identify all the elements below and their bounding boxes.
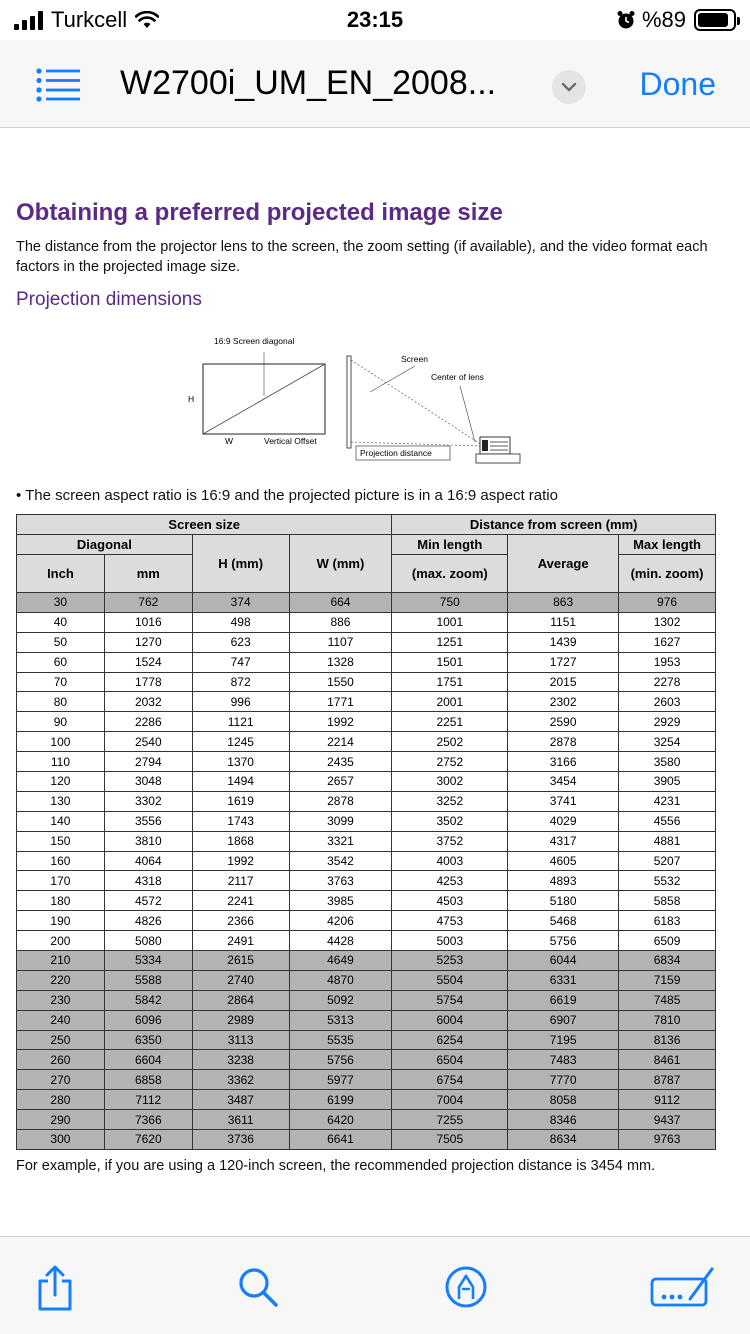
table-cell: 4318: [104, 871, 192, 891]
header-average: Average: [508, 535, 619, 593]
table-row: [17, 1030, 716, 1050]
table-row: [17, 593, 716, 613]
table-cell: 5977: [289, 1070, 392, 1090]
header-min-zoom: (min. zoom): [619, 555, 716, 593]
table-cell: 1619: [192, 791, 289, 811]
table-row: [17, 891, 716, 911]
table-row: [17, 811, 716, 831]
table-cell: 270: [17, 1070, 105, 1090]
table-cell: 3502: [392, 811, 508, 831]
table-row: [17, 672, 716, 692]
table-cell: 6619: [508, 990, 619, 1010]
header-mm: mm: [104, 555, 192, 593]
table-cell: 190: [17, 911, 105, 931]
table-cell: 6834: [619, 951, 716, 971]
table-cell: 3763: [289, 871, 392, 891]
table-cell: 7483: [508, 1050, 619, 1070]
table-cell: 4881: [619, 831, 716, 851]
table-row: [17, 931, 716, 951]
table-cell: 2657: [289, 772, 392, 792]
table-cell: 1328: [289, 652, 392, 672]
table-row: [17, 652, 716, 672]
table-cell: 3454: [508, 772, 619, 792]
header-screen-size: Screen size: [17, 515, 392, 535]
table-cell: 90: [17, 712, 105, 732]
table-cell: 210: [17, 951, 105, 971]
table-cell: 1016: [104, 612, 192, 632]
table-cell: 1270: [104, 632, 192, 652]
table-cell: 2752: [392, 752, 508, 772]
table-cell: 996: [192, 692, 289, 712]
table-cell: 6641: [289, 1130, 392, 1150]
table-cell: 250: [17, 1030, 105, 1050]
table-row: [17, 692, 716, 712]
header-min-length: Min length: [392, 535, 508, 555]
table-cell: 6604: [104, 1050, 192, 1070]
table-cell: 4029: [508, 811, 619, 831]
table-row: [17, 951, 716, 971]
table-row: [17, 1090, 716, 1110]
table-row: [17, 871, 716, 891]
table-cell: 4428: [289, 931, 392, 951]
table-cell: 374: [192, 593, 289, 613]
table-cell: 3238: [192, 1050, 289, 1070]
table-cell: 6183: [619, 911, 716, 931]
table-cell: 150: [17, 831, 105, 851]
table-cell: 1751: [392, 672, 508, 692]
table-cell: 5468: [508, 911, 619, 931]
table-cell: 3905: [619, 772, 716, 792]
header-max-length: Max length: [619, 535, 716, 555]
table-cell: 3736: [192, 1130, 289, 1150]
share-icon[interactable]: [34, 1265, 76, 1311]
table-cell: 4870: [289, 970, 392, 990]
table-cell: 9112: [619, 1090, 716, 1110]
table-cell: 2878: [289, 791, 392, 811]
table-cell: 4649: [289, 951, 392, 971]
table-cell: 70: [17, 672, 105, 692]
table-cell: 1251: [392, 632, 508, 652]
aspect-ratio-note: • The screen aspect ratio is 16:9 and the projected picture is in a 16:9 aspect ratio: [16, 487, 558, 504]
table-row: [17, 831, 716, 851]
table-cell: 976: [619, 593, 716, 613]
table-cell: 2740: [192, 970, 289, 990]
table-cell: 2435: [289, 752, 392, 772]
table-cell: 6504: [392, 1050, 508, 1070]
markup-icon[interactable]: [444, 1265, 488, 1309]
table-cell: 7112: [104, 1090, 192, 1110]
table-cell: 100: [17, 732, 105, 752]
table-cell: 6350: [104, 1030, 192, 1050]
table-cell: 1151: [508, 612, 619, 632]
table-cell: 180: [17, 891, 105, 911]
table-cell: 750: [392, 593, 508, 613]
table-cell: 160: [17, 851, 105, 871]
table-cell: 2502: [392, 732, 508, 752]
table-cell: 2032: [104, 692, 192, 712]
table-cell: 5092: [289, 990, 392, 1010]
table-cell: 170: [17, 871, 105, 891]
header-w-mm: W (mm): [289, 535, 392, 593]
table-cell: 80: [17, 692, 105, 712]
table-cell: 4206: [289, 911, 392, 931]
table-cell: 6331: [508, 970, 619, 990]
header-inch: Inch: [17, 555, 105, 593]
table-cell: 2302: [508, 692, 619, 712]
table-cell: 5588: [104, 970, 192, 990]
table-cell: 6420: [289, 1110, 392, 1130]
table-cell: 1771: [289, 692, 392, 712]
table-cell: 4503: [392, 891, 508, 911]
table-cell: 7810: [619, 1010, 716, 1030]
table-cell: 1778: [104, 672, 192, 692]
projection-table: [16, 514, 716, 1150]
table-cell: 6907: [508, 1010, 619, 1030]
table-cell: 1524: [104, 652, 192, 672]
table-cell: 1501: [392, 652, 508, 672]
table-cell: 2278: [619, 672, 716, 692]
table-cell: 3254: [619, 732, 716, 752]
table-cell: 300: [17, 1130, 105, 1150]
title-menu-button[interactable]: [552, 70, 586, 104]
table-cell: 3487: [192, 1090, 289, 1110]
intro-paragraph: The distance from the projector lens to the screen, the zoom setting (if available), and the video format each factors in the projected image size.: [16, 239, 708, 275]
status-bar: [0, 0, 750, 40]
table-cell: 3166: [508, 752, 619, 772]
table-cell: 3542: [289, 851, 392, 871]
table-cell: 5754: [392, 990, 508, 1010]
table-cell: 2286: [104, 712, 192, 732]
table-cell: 1302: [619, 612, 716, 632]
table-cell: 7159: [619, 970, 716, 990]
table-row: [17, 612, 716, 632]
table-cell: 4572: [104, 891, 192, 911]
list-icon[interactable]: [36, 68, 82, 102]
table-row: [17, 1050, 716, 1070]
table-cell: 4893: [508, 871, 619, 891]
diagram-center-label: Center of lens: [431, 372, 484, 382]
table-cell: 130: [17, 791, 105, 811]
table-row: [17, 772, 716, 792]
table-cell: 2366: [192, 911, 289, 931]
table-cell: 8346: [508, 1110, 619, 1130]
table-cell: 4556: [619, 811, 716, 831]
diagram-offset-label: Vertical Offset: [264, 436, 317, 446]
table-cell: 3611: [192, 1110, 289, 1130]
section-heading: Obtaining a preferred projected image size: [16, 199, 503, 226]
header-h-mm: H (mm): [192, 535, 289, 593]
table-cell: 3252: [392, 791, 508, 811]
table-cell: 7770: [508, 1070, 619, 1090]
table-row: [17, 851, 716, 871]
table-row: [17, 1070, 716, 1090]
table-cell: 2241: [192, 891, 289, 911]
table-cell: 8058: [508, 1090, 619, 1110]
table-cell: 5180: [508, 891, 619, 911]
table-cell: 5756: [508, 931, 619, 951]
table-cell: 40: [17, 612, 105, 632]
table-cell: 5207: [619, 851, 716, 871]
table-cell: 5756: [289, 1050, 392, 1070]
table-cell: 2615: [192, 951, 289, 971]
table-cell: 230: [17, 990, 105, 1010]
table-cell: 280: [17, 1090, 105, 1110]
table-cell: 200: [17, 931, 105, 951]
table-cell: 1001: [392, 612, 508, 632]
search-icon[interactable]: [236, 1265, 280, 1309]
table-cell: 9437: [619, 1110, 716, 1130]
table-cell: 260: [17, 1050, 105, 1070]
table-cell: 6509: [619, 931, 716, 951]
table-row: [17, 1130, 716, 1150]
table-cell: 6754: [392, 1070, 508, 1090]
table-cell: 1245: [192, 732, 289, 752]
table-cell: 6004: [392, 1010, 508, 1030]
table-cell: 762: [104, 593, 192, 613]
table-cell: 872: [192, 672, 289, 692]
table-cell: 3752: [392, 831, 508, 851]
subsection-heading: Projection dimensions: [16, 289, 202, 310]
table-cell: 1121: [192, 712, 289, 732]
diagram-diag-label: 16:9 Screen diagonal: [214, 336, 295, 346]
table-body: [17, 593, 716, 1150]
table-row: [17, 791, 716, 811]
table-cell: 3002: [392, 772, 508, 792]
table-cell: 3810: [104, 831, 192, 851]
table-cell: 1743: [192, 811, 289, 831]
table-cell: 7366: [104, 1110, 192, 1130]
status-right: [616, 7, 736, 33]
diagram-screen-label: Screen: [401, 354, 428, 364]
table-cell: 7485: [619, 990, 716, 1010]
table-cell: 7620: [104, 1130, 192, 1150]
document-page: [0, 129, 750, 1236]
table-cell: 8461: [619, 1050, 716, 1070]
table-cell: 2989: [192, 1010, 289, 1030]
table-cell: 3741: [508, 791, 619, 811]
table-cell: 2590: [508, 712, 619, 732]
table-cell: 3556: [104, 811, 192, 831]
table-row: [17, 990, 716, 1010]
header-distance: Distance from screen (mm): [392, 515, 716, 535]
table-cell: 5313: [289, 1010, 392, 1030]
table-cell: 5003: [392, 931, 508, 951]
table-cell: 60: [17, 652, 105, 672]
table-cell: 1494: [192, 772, 289, 792]
bottom-toolbar: [0, 1236, 750, 1334]
table-cell: 4317: [508, 831, 619, 851]
table-cell: 5858: [619, 891, 716, 911]
table-cell: 4826: [104, 911, 192, 931]
table-cell: 1992: [192, 851, 289, 871]
table-cell: 863: [508, 593, 619, 613]
table-cell: 3321: [289, 831, 392, 851]
header-max-zoom: (max. zoom): [392, 555, 508, 593]
table-row: [17, 970, 716, 990]
table-cell: 2540: [104, 732, 192, 752]
table-row: [17, 911, 716, 931]
example-note: For example, if you are using a 120-inch screen, the recommended projection distance is 3454 mm.: [16, 1158, 656, 1174]
table-cell: 2001: [392, 692, 508, 712]
table-cell: 7505: [392, 1130, 508, 1150]
table-cell: 5334: [104, 951, 192, 971]
table-cell: 240: [17, 1010, 105, 1030]
table-cell: 6199: [289, 1090, 392, 1110]
table-row: [17, 752, 716, 772]
table-cell: 1953: [619, 652, 716, 672]
table-cell: 2864: [192, 990, 289, 1010]
chevron-down-icon: [561, 82, 577, 92]
table-cell: 5504: [392, 970, 508, 990]
table-cell: 3099: [289, 811, 392, 831]
table-row: [17, 712, 716, 732]
battery-icon: [694, 9, 736, 31]
table-cell: 6858: [104, 1070, 192, 1090]
table-cell: 220: [17, 970, 105, 990]
table-cell: 2117: [192, 871, 289, 891]
table-cell: 110: [17, 752, 105, 772]
table-cell: 1868: [192, 831, 289, 851]
projection-diagram: [170, 334, 540, 474]
status-time: 23:15: [346, 7, 404, 32]
table-cell: 4753: [392, 911, 508, 931]
table-cell: 623: [192, 632, 289, 652]
table-cell: 7255: [392, 1110, 508, 1130]
table-cell: 4231: [619, 791, 716, 811]
table-cell: 6044: [508, 951, 619, 971]
table-cell: 1439: [508, 632, 619, 652]
table-cell: 2015: [508, 672, 619, 692]
table-cell: 1550: [289, 672, 392, 692]
table-cell: 664: [289, 593, 392, 613]
table-cell: 3302: [104, 791, 192, 811]
table-cell: 8787: [619, 1070, 716, 1090]
table-cell: 4605: [508, 851, 619, 871]
table-cell: 5253: [392, 951, 508, 971]
table-cell: 1992: [289, 712, 392, 732]
table-cell: 3580: [619, 752, 716, 772]
table-cell: 8634: [508, 1130, 619, 1150]
table-cell: 2491: [192, 931, 289, 951]
table-cell: 3113: [192, 1030, 289, 1050]
table-cell: 2251: [392, 712, 508, 732]
table-row: [17, 732, 716, 752]
table-cell: 6254: [392, 1030, 508, 1050]
document-title[interactable]: W2700i_UM_EN_2008...: [120, 64, 497, 102]
table-cell: 9763: [619, 1130, 716, 1150]
alarm-icon: [616, 10, 636, 30]
table-cell: 4003: [392, 851, 508, 871]
table-cell: 2603: [619, 692, 716, 712]
table-row: [17, 1110, 716, 1130]
table-cell: 747: [192, 652, 289, 672]
battery-percent: %89: [641, 7, 686, 32]
carrier-label: Turkcell: [51, 7, 128, 32]
table-cell: 3048: [104, 772, 192, 792]
table-cell: 5535: [289, 1030, 392, 1050]
nav-bar: [0, 40, 750, 128]
table-cell: 2214: [289, 732, 392, 752]
table-cell: 7195: [508, 1030, 619, 1050]
table-cell: 3985: [289, 891, 392, 911]
diagram-h-label: H: [188, 394, 195, 404]
table-cell: 1107: [289, 632, 392, 652]
table-cell: 140: [17, 811, 105, 831]
table-cell: 886: [289, 612, 392, 632]
table-row: [17, 1010, 716, 1030]
table-cell: 1727: [508, 652, 619, 672]
table-cell: 50: [17, 632, 105, 652]
diagram-distance-label: Projection distance: [360, 448, 432, 458]
table-cell: 2794: [104, 752, 192, 772]
done-button[interactable]: Done: [639, 66, 716, 102]
table-cell: 2878: [508, 732, 619, 752]
table-cell: 4064: [104, 851, 192, 871]
table-cell: 3362: [192, 1070, 289, 1090]
table-cell: 8136: [619, 1030, 716, 1050]
table-cell: 5842: [104, 990, 192, 1010]
signature-icon[interactable]: [650, 1265, 716, 1309]
table-cell: 5532: [619, 871, 716, 891]
table-cell: 2929: [619, 712, 716, 732]
table-row: [17, 632, 716, 652]
table-cell: 1370: [192, 752, 289, 772]
table-cell: 120: [17, 772, 105, 792]
table-cell: 7004: [392, 1090, 508, 1110]
header-diagonal: Diagonal: [17, 535, 193, 555]
table-cell: 498: [192, 612, 289, 632]
table-cell: 1627: [619, 632, 716, 652]
table-cell: 5080: [104, 931, 192, 951]
table-cell: 4253: [392, 871, 508, 891]
table-cell: 30: [17, 593, 105, 613]
diagram-w-label: W: [225, 436, 234, 446]
table-cell: 6096: [104, 1010, 192, 1030]
table-cell: 290: [17, 1110, 105, 1130]
